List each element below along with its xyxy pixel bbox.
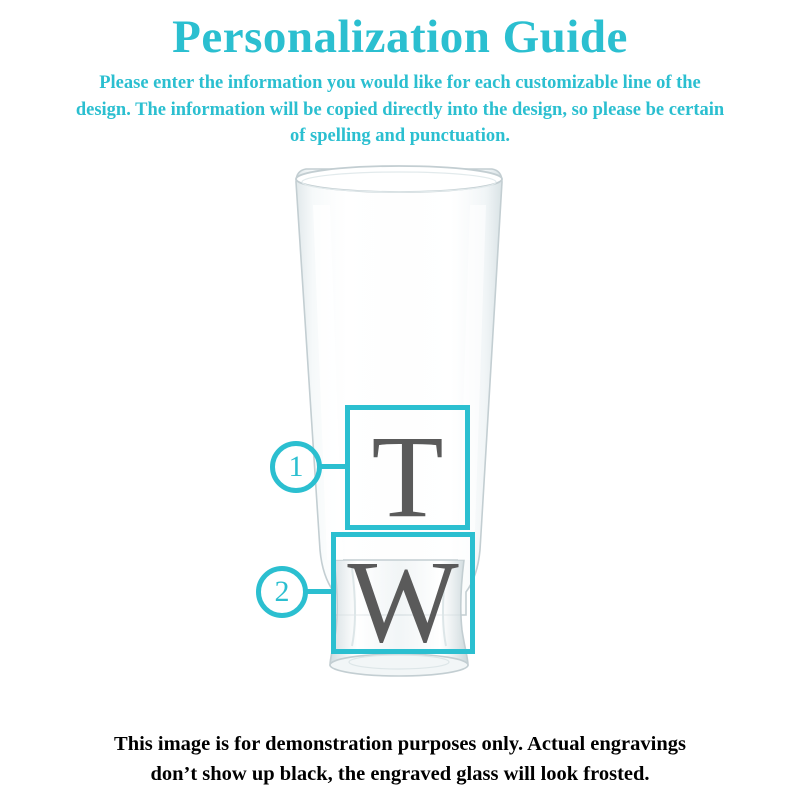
- disclaimer-line-2: don’t show up black, the engraved glass will look frosted.: [150, 763, 650, 786]
- page-title: Personalization Guide: [172, 11, 628, 63]
- callout-number-2: 2: [256, 566, 308, 618]
- callout-number-1: 1: [270, 441, 322, 493]
- callout-leader-line-1: [320, 464, 348, 469]
- disclaimer-footer: [0, 729, 800, 791]
- callout-box-1: [345, 405, 470, 542]
- instructions-text: Please enter the information you would like for each customizable line of the design. The information will be copied directly into the design, so please be certain of spelling and punctuation.: [75, 72, 725, 147]
- callout-leader-line-2: [306, 589, 334, 594]
- product-illustration: [0, 160, 800, 720]
- engraved-letter-1: T: [371, 411, 444, 542]
- guide-header: [0, 0, 800, 150]
- callout-box-2: [331, 532, 475, 667]
- disclaimer-line-1: This image is for demonstration purposes only. Actual engravings: [114, 732, 686, 755]
- engraved-letter-2: W: [347, 536, 459, 667]
